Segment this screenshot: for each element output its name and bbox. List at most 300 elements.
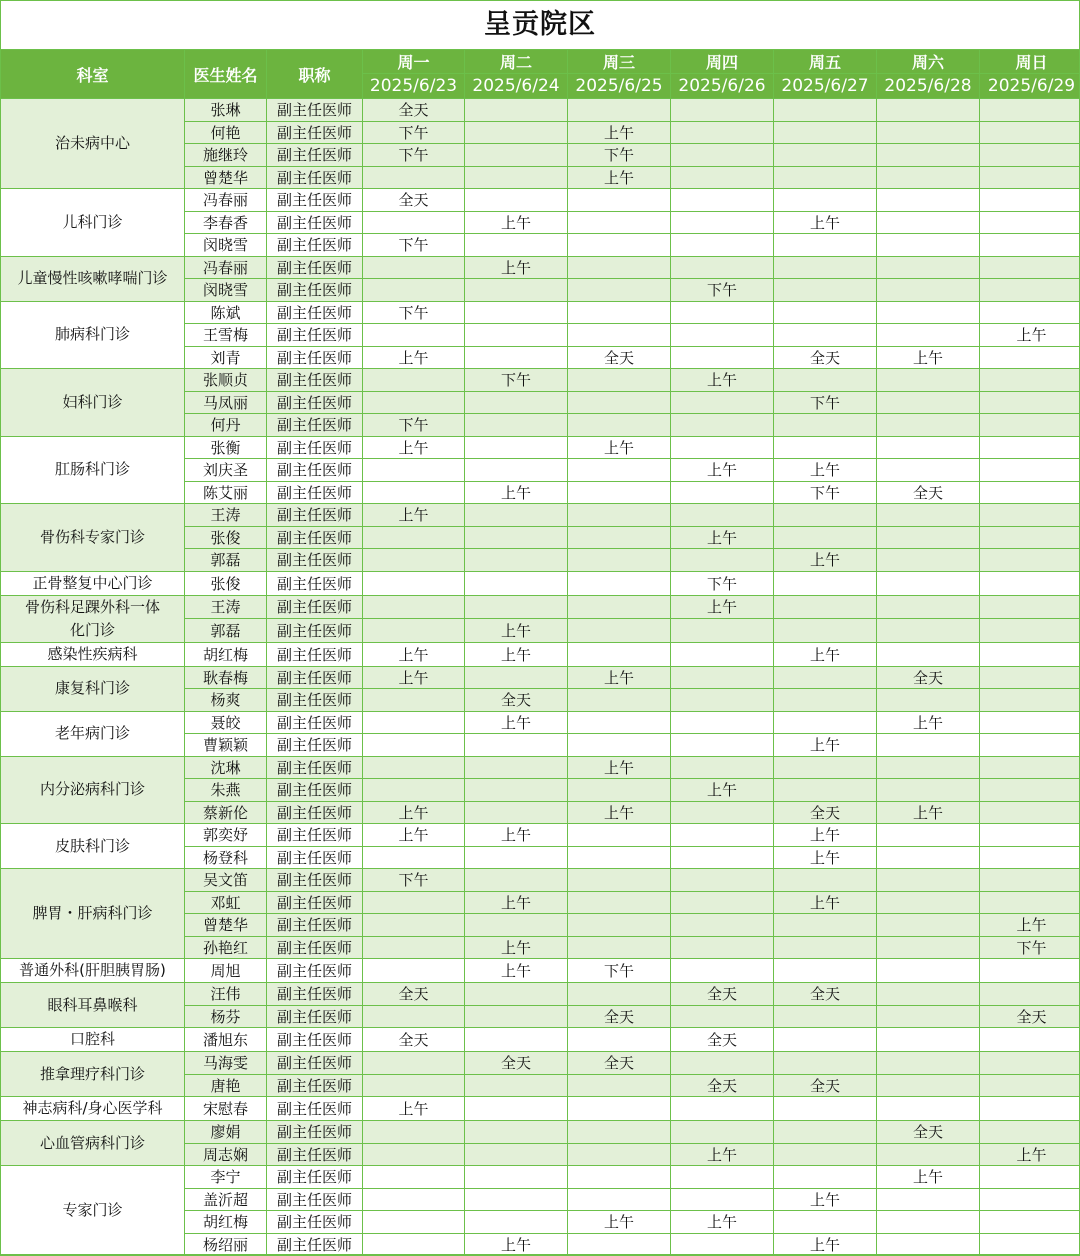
rank-cell: 副主任医师 <box>267 504 363 527</box>
table-row <box>1 666 1080 689</box>
schedule-cell <box>568 846 671 869</box>
schedule-cell <box>671 1166 774 1189</box>
table-row <box>1 711 1080 734</box>
doctor-name-cell: 曹颖颖 <box>185 734 267 757</box>
schedule-cell <box>568 779 671 802</box>
schedule-cell <box>980 756 1080 779</box>
schedule-cell <box>671 166 774 189</box>
schedule-cell: 上午 <box>568 166 671 189</box>
schedule-cell <box>568 189 671 212</box>
schedule-cell <box>671 642 774 666</box>
schedule-cell <box>671 549 774 572</box>
schedule-cell <box>877 983 980 1006</box>
schedule-cell: 下午 <box>363 869 465 892</box>
header-day: 周四 <box>671 50 774 74</box>
schedule-cell: 上午 <box>465 959 568 983</box>
header-day: 周一 <box>363 50 465 74</box>
schedule-cell <box>363 779 465 802</box>
schedule-cell: 上午 <box>363 666 465 689</box>
schedule-cell: 上午 <box>671 595 774 619</box>
dept-cell: 推拿理疗科门诊 <box>1 1052 185 1097</box>
doctor-name-cell: 耿春梅 <box>185 666 267 689</box>
schedule-cell <box>671 1233 774 1256</box>
schedule-cell <box>980 711 1080 734</box>
header-date: 2025/6/25 <box>568 74 671 99</box>
dept-cell: 老年病门诊 <box>1 711 185 756</box>
doctor-name-cell: 郭磊 <box>185 619 267 643</box>
rank-cell: 副主任医师 <box>267 144 363 167</box>
rank-cell: 副主任医师 <box>267 1166 363 1189</box>
rank-cell: 副主任医师 <box>267 595 363 619</box>
header-date: 2025/6/28 <box>877 74 980 99</box>
doctor-name-cell: 聂皎 <box>185 711 267 734</box>
rank-cell: 副主任医师 <box>267 779 363 802</box>
rank-cell: 副主任医师 <box>267 914 363 937</box>
schedule-cell: 上午 <box>363 642 465 666</box>
table-row <box>1 571 1080 595</box>
schedule-cell <box>877 756 980 779</box>
schedule-cell <box>363 166 465 189</box>
schedule-cell <box>774 301 877 324</box>
rank-cell: 副主任医师 <box>267 734 363 757</box>
schedule-cell: 全天 <box>774 346 877 369</box>
schedule-cell <box>980 121 1080 144</box>
schedule-cell <box>568 256 671 279</box>
doctor-name-cell: 廖娟 <box>185 1121 267 1144</box>
dept-cell: 康复科门诊 <box>1 666 185 711</box>
doctor-name-cell: 冯春丽 <box>185 189 267 212</box>
schedule-cell <box>877 846 980 869</box>
schedule-cell <box>363 571 465 595</box>
doctor-name-cell: 邓虹 <box>185 891 267 914</box>
schedule-cell <box>363 914 465 937</box>
rank-cell: 副主任医师 <box>267 256 363 279</box>
schedule-cell <box>671 346 774 369</box>
schedule-cell: 上午 <box>568 436 671 459</box>
schedule-cell: 上午 <box>465 642 568 666</box>
dept-cell: 口腔科 <box>1 1028 185 1052</box>
schedule-cell <box>671 301 774 324</box>
doctor-name-cell: 汪伟 <box>185 983 267 1006</box>
schedule-cell <box>877 1005 980 1028</box>
schedule-cell <box>877 1052 980 1075</box>
schedule-cell <box>363 1211 465 1234</box>
schedule-cell: 全天 <box>671 983 774 1006</box>
schedule-cell: 下午 <box>363 414 465 437</box>
schedule-cell: 上午 <box>568 666 671 689</box>
doctor-name-cell: 沈琳 <box>185 756 267 779</box>
schedule-cell <box>465 166 568 189</box>
schedule-cell <box>465 99 568 122</box>
schedule-cell <box>980 234 1080 257</box>
rank-cell: 副主任医师 <box>267 436 363 459</box>
schedule-cell: 上午 <box>774 846 877 869</box>
schedule-cell: 全天 <box>877 481 980 504</box>
schedule-cell <box>774 779 877 802</box>
schedule-cell <box>980 369 1080 392</box>
schedule-cell: 上午 <box>671 526 774 549</box>
doctor-name-cell: 陈斌 <box>185 301 267 324</box>
schedule-cell <box>568 1233 671 1256</box>
schedule-cell: 上午 <box>774 1188 877 1211</box>
rank-cell: 副主任医师 <box>267 846 363 869</box>
doctor-name-cell: 马海雯 <box>185 1052 267 1075</box>
schedule-cell <box>671 711 774 734</box>
schedule-cell <box>877 549 980 572</box>
schedule-cell <box>877 414 980 437</box>
schedule-cell <box>465 1028 568 1052</box>
rank-cell: 副主任医师 <box>267 414 363 437</box>
schedule-cell <box>363 459 465 482</box>
schedule-cell: 上午 <box>774 891 877 914</box>
schedule-cell <box>671 234 774 257</box>
schedule-cell <box>568 391 671 414</box>
table-row <box>1 869 1080 892</box>
schedule-cell <box>465 734 568 757</box>
schedule-cell <box>980 436 1080 459</box>
schedule-cell <box>877 369 980 392</box>
schedule-cell <box>465 459 568 482</box>
rank-cell: 副主任医师 <box>267 481 363 504</box>
schedule-cell <box>363 1121 465 1144</box>
rank-cell: 副主任医师 <box>267 959 363 983</box>
rank-cell: 副主任医师 <box>267 619 363 643</box>
schedule-cell: 下午 <box>363 234 465 257</box>
schedule-cell: 上午 <box>877 1166 980 1189</box>
schedule-cell <box>980 869 1080 892</box>
schedule-cell <box>774 369 877 392</box>
schedule-cell <box>568 914 671 937</box>
schedule-cell <box>774 324 877 347</box>
schedule-cell <box>877 619 980 643</box>
schedule-cell <box>774 1211 877 1234</box>
schedule-cell <box>877 959 980 983</box>
schedule-cell <box>465 666 568 689</box>
rank-cell: 副主任医师 <box>267 1143 363 1166</box>
schedule-cell <box>774 571 877 595</box>
doctor-name-cell: 胡红梅 <box>185 642 267 666</box>
doctor-name-cell: 马凤丽 <box>185 391 267 414</box>
schedule-cell: 全天 <box>671 1074 774 1097</box>
schedule-cell: 上午 <box>363 824 465 847</box>
schedule-cell <box>568 1121 671 1144</box>
schedule-cell <box>980 619 1080 643</box>
dept-cell: 内分泌病科门诊 <box>1 756 185 824</box>
rank-cell: 副主任医师 <box>267 301 363 324</box>
schedule-cell <box>877 99 980 122</box>
schedule-cell <box>980 211 1080 234</box>
table-row <box>1 824 1080 847</box>
schedule-cell <box>465 779 568 802</box>
schedule-cell <box>568 459 671 482</box>
doctor-name-cell: 闵晓雪 <box>185 234 267 257</box>
schedule-cell: 上午 <box>465 936 568 959</box>
schedule-cell <box>671 1121 774 1144</box>
schedule-cell <box>774 256 877 279</box>
schedule-cell: 上午 <box>363 346 465 369</box>
schedule-cell <box>877 891 980 914</box>
schedule-cell <box>877 324 980 347</box>
rank-cell: 副主任医师 <box>267 689 363 712</box>
dept-cell: 眼科耳鼻喉科 <box>1 983 185 1028</box>
schedule-cell <box>877 526 980 549</box>
schedule-cell <box>980 414 1080 437</box>
schedule-cell <box>980 779 1080 802</box>
dept-cell: 肺病科门诊 <box>1 301 185 369</box>
header-date: 2025/6/24 <box>465 74 568 99</box>
header-rank: 职称 <box>267 50 363 99</box>
schedule-cell <box>774 189 877 212</box>
schedule-cell <box>980 571 1080 595</box>
schedule-cell <box>363 936 465 959</box>
schedule-cell <box>980 504 1080 527</box>
schedule-cell <box>568 234 671 257</box>
schedule-cell <box>980 346 1080 369</box>
schedule-cell <box>980 301 1080 324</box>
dept-cell: 心血管病科门诊 <box>1 1121 185 1166</box>
schedule-cell <box>774 959 877 983</box>
dept-cell: 脾胃・肝病科门诊 <box>1 869 185 959</box>
schedule-cell: 全天 <box>363 189 465 212</box>
schedule-cell <box>568 734 671 757</box>
schedule-cell <box>980 983 1080 1006</box>
schedule-cell: 下午 <box>980 936 1080 959</box>
schedule-cell: 上午 <box>774 642 877 666</box>
schedule-cell <box>465 914 568 937</box>
schedule-cell <box>877 824 980 847</box>
schedule-cell <box>568 99 671 122</box>
schedule-cell: 下午 <box>774 391 877 414</box>
schedule-cell <box>671 121 774 144</box>
schedule-cell <box>363 1143 465 1166</box>
schedule-cell <box>363 324 465 347</box>
schedule-cell <box>363 211 465 234</box>
schedule-cell <box>671 144 774 167</box>
schedule-cell <box>671 869 774 892</box>
schedule-cell: 上午 <box>465 211 568 234</box>
schedule-cell: 上午 <box>465 1233 568 1256</box>
schedule-cell <box>877 869 980 892</box>
schedule-cell <box>980 391 1080 414</box>
schedule-cell <box>877 571 980 595</box>
schedule-cell: 上午 <box>671 369 774 392</box>
schedule-cell <box>465 346 568 369</box>
dept-cell: 骨伤科足踝外科一体化门诊 <box>1 595 185 642</box>
schedule-cell: 下午 <box>363 121 465 144</box>
schedule-cell <box>568 481 671 504</box>
doctor-name-cell: 周志娴 <box>185 1143 267 1166</box>
schedule-cell <box>671 1097 774 1121</box>
dept-cell: 肛肠科门诊 <box>1 436 185 504</box>
schedule-cell <box>363 619 465 643</box>
rank-cell: 副主任医师 <box>267 891 363 914</box>
schedule-cell <box>877 1097 980 1121</box>
schedule-cell <box>877 779 980 802</box>
dept-cell: 儿童慢性咳嗽哮喘门诊 <box>1 256 185 301</box>
schedule-cell <box>568 642 671 666</box>
schedule-cell <box>671 824 774 847</box>
schedule-cell <box>877 166 980 189</box>
schedule-cell: 全天 <box>363 99 465 122</box>
schedule-cell: 全天 <box>877 666 980 689</box>
schedule-cell: 全天 <box>568 1052 671 1075</box>
schedule-cell: 上午 <box>671 1143 774 1166</box>
rank-cell: 副主任医师 <box>267 189 363 212</box>
schedule-cell <box>363 256 465 279</box>
rank-cell: 副主任医师 <box>267 166 363 189</box>
schedule-cell <box>877 211 980 234</box>
schedule-cell <box>877 459 980 482</box>
schedule-cell <box>671 211 774 234</box>
schedule-cell <box>671 801 774 824</box>
schedule-cell <box>465 391 568 414</box>
rank-cell: 副主任医师 <box>267 1052 363 1075</box>
schedule-cell <box>980 526 1080 549</box>
schedule-cell <box>465 144 568 167</box>
schedule-cell <box>980 166 1080 189</box>
schedule-cell <box>568 571 671 595</box>
schedule-cell <box>980 144 1080 167</box>
schedule-cell: 全天 <box>774 1074 877 1097</box>
schedule-cell <box>568 1028 671 1052</box>
schedule-cell <box>774 1028 877 1052</box>
schedule-cell <box>774 689 877 712</box>
doctor-name-cell: 唐艳 <box>185 1074 267 1097</box>
header-row-days <box>1 50 1080 74</box>
doctor-name-cell: 张顺贞 <box>185 369 267 392</box>
schedule-cell <box>568 936 671 959</box>
schedule-cell: 下午 <box>363 301 465 324</box>
schedule-cell <box>877 1188 980 1211</box>
table-row <box>1 256 1080 279</box>
dept-cell: 普通外科(肝胆胰胃肠) <box>1 959 185 983</box>
schedule-cell <box>980 481 1080 504</box>
schedule-cell <box>671 756 774 779</box>
schedule-cell: 上午 <box>671 459 774 482</box>
doctor-name-cell: 王涛 <box>185 504 267 527</box>
table-header <box>1 50 1080 99</box>
schedule-cell <box>980 1233 1080 1256</box>
schedule-cell <box>465 1166 568 1189</box>
schedule-cell <box>465 414 568 437</box>
doctor-name-cell: 何艳 <box>185 121 267 144</box>
schedule-cell: 下午 <box>363 144 465 167</box>
schedule-cell <box>363 846 465 869</box>
schedule-cell <box>980 595 1080 619</box>
doctor-name-cell: 郭奕妤 <box>185 824 267 847</box>
schedule-cell <box>363 391 465 414</box>
schedule-cell <box>363 279 465 302</box>
schedule-cell <box>774 99 877 122</box>
rank-cell: 副主任医师 <box>267 711 363 734</box>
table-row <box>1 595 1080 619</box>
schedule-cell <box>774 1097 877 1121</box>
doctor-name-cell: 杨芬 <box>185 1005 267 1028</box>
schedule-cell: 上午 <box>774 734 877 757</box>
schedule-cell <box>465 595 568 619</box>
schedule-cell <box>774 1005 877 1028</box>
dept-cell: 儿科门诊 <box>1 189 185 257</box>
schedule-cell <box>980 1052 1080 1075</box>
doctor-name-cell: 潘旭东 <box>185 1028 267 1052</box>
schedule-cell: 上午 <box>568 121 671 144</box>
rank-cell: 副主任医师 <box>267 121 363 144</box>
schedule-cell <box>877 121 980 144</box>
rank-cell: 副主任医师 <box>267 211 363 234</box>
table-row <box>1 1166 1080 1189</box>
page-title: 呈贡院区 <box>0 0 1080 49</box>
rank-cell: 副主任医师 <box>267 1188 363 1211</box>
schedule-cell <box>774 914 877 937</box>
schedule-cell: 全天 <box>774 801 877 824</box>
doctor-name-cell: 张衡 <box>185 436 267 459</box>
schedule-cell <box>980 689 1080 712</box>
schedule-cell <box>363 1166 465 1189</box>
schedule-cell <box>774 869 877 892</box>
dept-cell: 骨伤科专家门诊 <box>1 504 185 572</box>
header-day: 周六 <box>877 50 980 74</box>
table-row <box>1 99 1080 122</box>
schedule-cell <box>363 549 465 572</box>
schedule-cell <box>568 504 671 527</box>
schedule-cell <box>980 459 1080 482</box>
rank-cell: 副主任医师 <box>267 459 363 482</box>
schedule-cell: 全天 <box>363 1028 465 1052</box>
schedule-cell <box>980 1097 1080 1121</box>
schedule-cell <box>877 234 980 257</box>
schedule-cell <box>363 526 465 549</box>
schedule-cell <box>877 189 980 212</box>
schedule-cell: 下午 <box>568 959 671 983</box>
table-row <box>1 959 1080 983</box>
schedule-cell: 上午 <box>671 1211 774 1234</box>
schedule-cell <box>980 279 1080 302</box>
doctor-name-cell: 周旭 <box>185 959 267 983</box>
header-day: 周三 <box>568 50 671 74</box>
schedule-cell: 上午 <box>980 914 1080 937</box>
dept-cell: 正骨整复中心门诊 <box>1 571 185 595</box>
rank-cell: 副主任医师 <box>267 824 363 847</box>
schedule-cell <box>363 1233 465 1256</box>
schedule-cell <box>465 234 568 257</box>
table-row <box>1 1028 1080 1052</box>
rank-cell: 副主任医师 <box>267 99 363 122</box>
table-row <box>1 436 1080 459</box>
rank-cell: 副主任医师 <box>267 1005 363 1028</box>
schedule-cell: 上午 <box>465 824 568 847</box>
schedule-cell <box>465 1143 568 1166</box>
doctor-name-cell: 胡红梅 <box>185 1211 267 1234</box>
table-body <box>1 99 1080 1256</box>
schedule-cell <box>465 189 568 212</box>
schedule-cell: 上午 <box>877 801 980 824</box>
table-row <box>1 504 1080 527</box>
schedule-cell <box>465 846 568 869</box>
rank-cell: 副主任医师 <box>267 1121 363 1144</box>
schedule-cell: 上午 <box>877 711 980 734</box>
rank-cell: 副主任医师 <box>267 324 363 347</box>
schedule-cell <box>671 666 774 689</box>
doctor-name-cell: 盖沂超 <box>185 1188 267 1211</box>
schedule-cell <box>980 549 1080 572</box>
schedule-cell: 下午 <box>671 571 774 595</box>
schedule-cell <box>568 1097 671 1121</box>
schedule-cell <box>774 711 877 734</box>
schedule-cell: 上午 <box>877 346 980 369</box>
schedule-cell <box>568 526 671 549</box>
schedule-cell <box>465 869 568 892</box>
schedule-cell <box>774 595 877 619</box>
